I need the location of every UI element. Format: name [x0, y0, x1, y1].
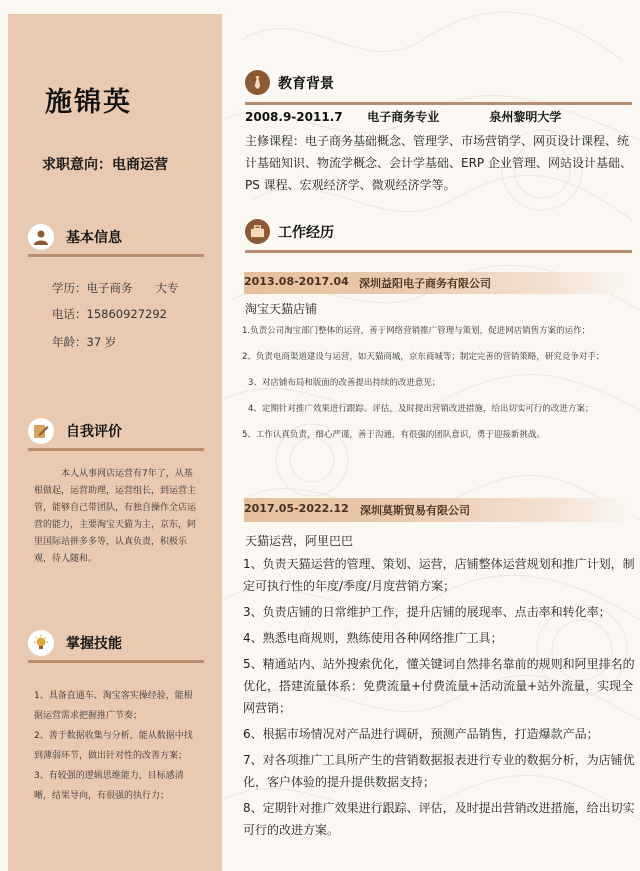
skill-item: 2、善于数据收集与分析，能从数据中找到薄弱环节，做出针对性的改善方案； [34, 731, 193, 761]
education-level: 学历：电子商务 大专 [52, 281, 179, 295]
education-period: 2008.9-2011.7 [245, 110, 343, 124]
candidate-name: 施锦英 [45, 87, 132, 118]
phone: 电话：15860927292 [52, 307, 167, 321]
job-1-duties [242, 318, 634, 448]
job-2-company: 深圳莫斯贸易有限公司 [360, 504, 470, 517]
skill-item: 3、有较强的逻辑思维能力，目标感清晰，结果导向，有很强的执行力； [34, 771, 184, 801]
self-eval-rule [28, 448, 204, 451]
duty-item: 5、工作认真负责，细心严谨，善于沟通，有很强的团队意识，勇于迎接新挑战。 [242, 430, 545, 440]
education-school: 泉州黎明大学 [489, 110, 562, 124]
basic-info-rule [28, 254, 204, 257]
duty-item: 2、负责电商渠道建设与运营，如天猫商城，京东商城等；制定完善的营销策略，研究竞争对手； [242, 352, 605, 362]
education-rule [245, 102, 632, 105]
education-courses: 主修课程：电子商务基础概念、管理学、市场营销学、网页设计课程、统计基础知识、物流学概念、会计学基础、ERP 企业管理、网站设计基础、PS 课程、宏观经济学、微观经济学等。 [245, 134, 632, 192]
job-2-band [244, 498, 634, 522]
work-rule [245, 250, 632, 253]
skills-header [28, 630, 208, 660]
duty-item: 1.负责公司淘宝部门整体的运营，善于网络营销推广管理与策划，促进网店销售方案的运作； [242, 326, 591, 336]
job-intent: 求职意向：电商运营 [42, 157, 168, 173]
self-eval-text [34, 466, 200, 568]
skills-rule [28, 660, 204, 663]
basic-info-title: 基本信息 [66, 230, 122, 246]
self-eval-title: 自我评价 [66, 424, 122, 440]
duty-item: 4、熟悉电商规则，熟练使用各种网络推广工具； [243, 631, 503, 645]
pencil-note-icon [28, 418, 54, 444]
duty-item: 6、根据市场情况对产品进行调研，预测产品销售，打造爆款产品； [243, 727, 599, 741]
job-2-period: 2017.05-2022.12 [244, 502, 349, 515]
duty-item: 7、对各项推广工具所产生的营销数据报表进行专业的数据分析，为店铺优化，客户体验的提升提供数据支持； [243, 753, 635, 789]
work-title: 工作经历 [278, 225, 334, 241]
job-1-period: 2013.08-2017.04 [244, 275, 349, 288]
job-2-duties [243, 553, 635, 845]
job-2-role: 天猫运营，阿里巴巴 [245, 534, 354, 548]
self-eval-body: 本人从事网店运营有7年了，从基根做起，运营助理，运营组长，到运营主管，能够自己带团队，有独自操作全店运营的能力，主要淘宝天猫为主，京东，阿里国际站拼多多等，认真负责，积极乐观，待人随和。 [34, 469, 197, 564]
duty-item: 8、定期针对推广效果进行跟踪、评估，及时提出营销改进措施，给出切实可行的改进方案。 [243, 801, 635, 837]
briefcase-icon [245, 219, 270, 244]
age: 年龄：37 岁 [52, 335, 117, 349]
duty-item: 1、负责天猫运营的管理、策划、运营，店铺整体运营规划和推广计划，制定可执行性的年度/季度/月度营销方案； [243, 557, 635, 593]
education-title: 教育背景 [278, 76, 334, 92]
job-1-company: 深圳益阳电子商务有限公司 [359, 277, 491, 290]
job-1-band [244, 272, 634, 294]
skills-title: 掌握技能 [66, 636, 122, 652]
user-icon [28, 224, 54, 250]
self-eval-header [28, 418, 208, 448]
duty-item: 3、对店铺布局和版面的改善提出持续的改进意见； [248, 378, 441, 388]
basic-info-header [28, 224, 208, 254]
duty-item: 5、精通站内、站外搜索优化，懂关键词自然排名靠前的规则和阿里排名的优化，搭建流量体系：免费流量+付费流量+活动流量+站外流量，实现全网营销； [243, 657, 635, 715]
lightbulb-icon [28, 630, 54, 656]
education-row [245, 108, 561, 125]
duty-item: 3、负责店铺的日常维护工作，提升店铺的展现率、点击率和转化率； [243, 605, 611, 619]
education-major: 电子商务专业 [367, 110, 440, 124]
duty-item: 4、定期针对推广效果进行跟踪、评估，及时提出营销改进措施，给出切实可行的改进方案； [248, 404, 594, 414]
skill-item: 1、具备直通车、淘宝客实操经验，能根据运营需求把握推广节奏； [34, 691, 193, 721]
skills-list [34, 686, 200, 806]
tie-icon [245, 70, 270, 95]
job-1-role: 淘宝天猫店铺 [245, 302, 318, 316]
